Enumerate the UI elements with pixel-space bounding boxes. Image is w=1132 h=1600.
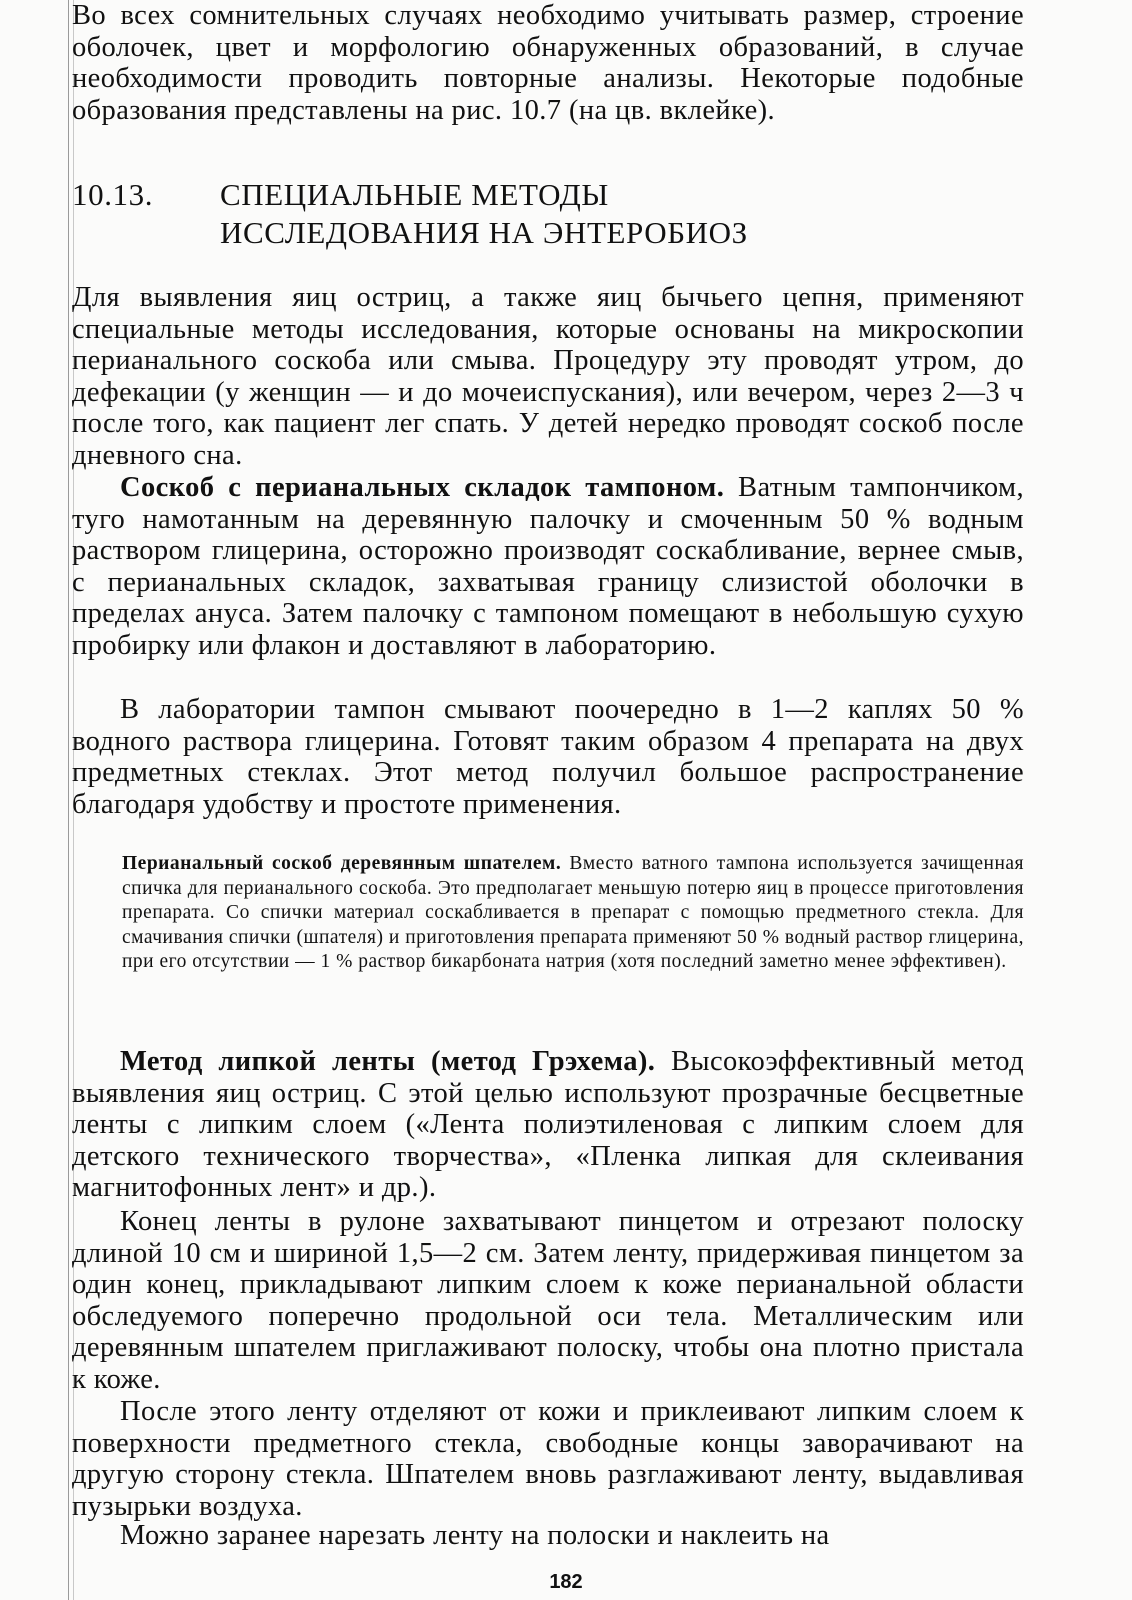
small-print-note (72, 852, 1024, 975)
small-print-text: Вместо ватного тампона используется зачищенная спичка для перианального соскоба. Это предполагает меньшую потерю яиц в процессе приготовления препарата. Со спички материал соскабливается в препарат с помощью предметного стекла. Для смачивания спички (шпателя) и приготовления препарата применяют 50 % водный раствор глицерина, при его отсутствии — 1 % раствор бикарбоната натрия (хотя последний заметно менее эффективен). (122, 853, 1024, 973)
paragraph-precut-strips: Можно заранее нарезать ленту на полоски и наклеить на (120, 1520, 830, 1551)
paragraph-lab-procedure: В лаборатории тампон смывают поочередно в 1—2 каплях 50 % водного раствора глицерина. Готовят таким образом 4 препарата на двух предметных стеклах. Этот метод получил большое распространение благодаря удобству и простоте применения. (72, 694, 1024, 820)
paragraph-text: Высокоэффективный метод выявления яиц остриц. С этой целью используют прозрачные бесцветные ленты с липким слоем («Лента полиэтиленовая с липким слоем для детского технического творчества», «Пленка липкая для склеивания магнитофонных лент» и др.). (72, 1046, 1024, 1204)
intro-paragraph: Во всех сомнительных случаях необходимо учитывать размер, строение оболочек, цвет и морфологию обнаруженных образований, в случае необходимости проводить повторные анализы. Некоторые подобные образования представлены на рис. 10.7 (на цв. вклейке). (72, 0, 1024, 126)
paragraph-tape-slide: После этого ленту отделяют от кожи и приклеивают липким слоем к поверхности предметного стекла, свободные концы заворачивают на другую сторону стекла. Шпателем вновь разглаживают ленту, выдавливая пузырьки воздуха. (72, 1396, 1024, 1522)
run-in-heading-graham: Метод липкой ленты (метод Грэхема). (120, 1046, 656, 1077)
section-number: 10.13. (72, 177, 154, 212)
paragraph-graham-method (72, 1046, 1024, 1204)
paragraph-methods-intro: Для выявления яиц остриц, а также яиц бычьего цепня, применяют специальные методы исследования, которые основаны на микроскопии перианального соскоба или смыва. Процедуру эту проводят утром, до дефекации (у женщин — и до мочеиспускания), или вечером, через 2—3 ч после того, как пациент лег спать. У детей нередко проводят соскоб после дневного сна. (72, 282, 1024, 471)
section-title-line-2: ИССЛЕДОВАНИЯ НА ЭНТЕРОБИОЗ (220, 215, 748, 250)
run-in-heading-spatula: Перианальный соскоб деревянным шпателем. (122, 853, 562, 874)
section-heading (72, 176, 1024, 256)
paragraph-tampon-swab (72, 472, 1024, 662)
paragraph-text: Ватным тампончиком, туго намотанным на деревянную палочку и смоченным 50 % водным раствором глицерина, осторожно производят соскабливание, вернее смыв, с перианальных складок, захватывая границу слизистой оболочки в пределах ануса. Затем палочку с тампоном помещают в небольшую сухую пробирку или флакон и доставляют в лабораторию. (72, 472, 1024, 661)
section-title (220, 176, 748, 252)
page-edge-line (68, 0, 69, 1600)
section-title-line-1: СПЕЦИАЛЬНЫЕ МЕТОДЫ (220, 177, 609, 212)
paragraph-tape-application: Конец ленты в рулоне захватывают пинцетом и отрезают полоску длиной 10 см и шириной 1,5—2 см. Затем ленту, придерживая пинцетом за один конец, прикладывают липким слоем к коже перианальной области обследуемого поперечно продольной оси тела. Металлическим или деревянным шпателем приглаживают полоску, чтобы она плотно пристала к коже. (72, 1206, 1024, 1395)
run-in-heading-tampon: Соскоб с перианальных складок тампоном. (120, 472, 725, 503)
page-number: 182 (549, 1571, 583, 1593)
